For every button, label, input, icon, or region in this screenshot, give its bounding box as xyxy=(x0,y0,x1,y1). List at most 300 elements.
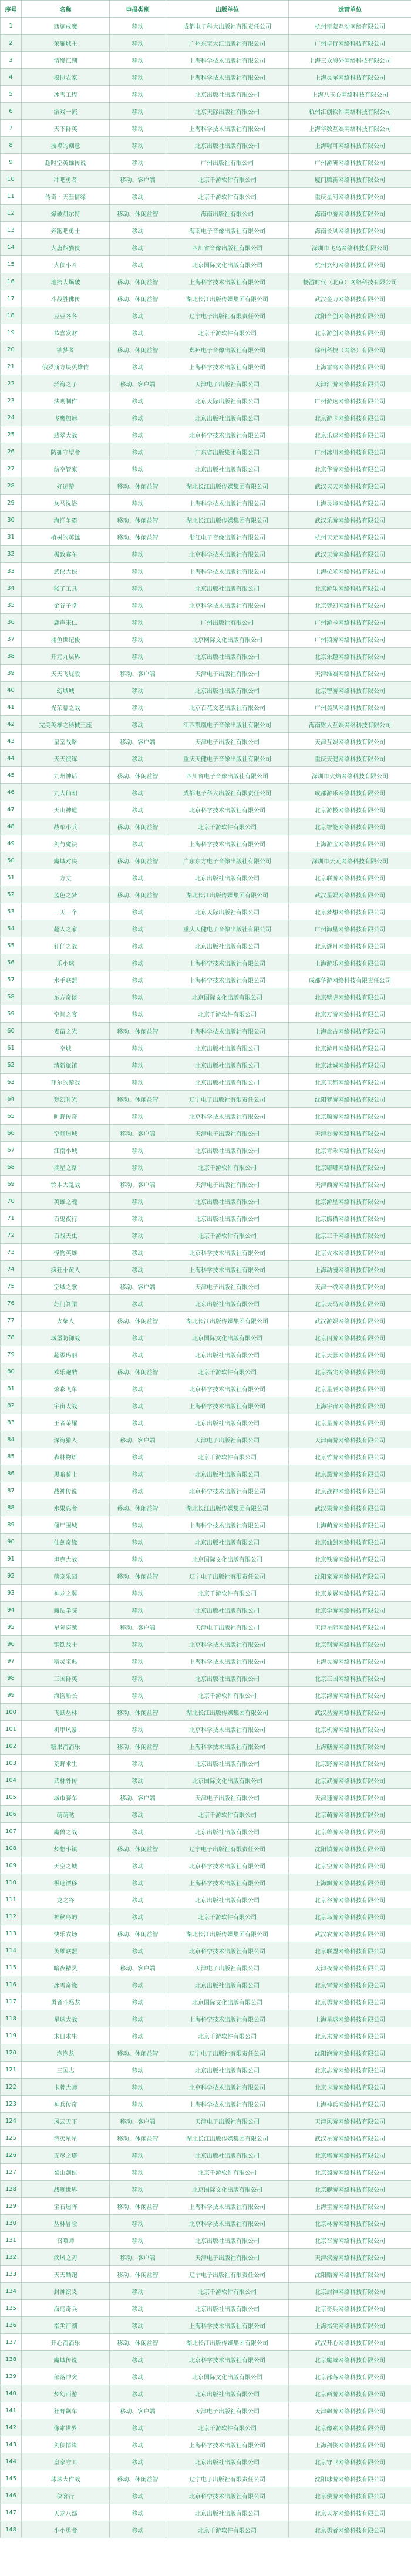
cell-category: 移动、休闲益智 xyxy=(110,2266,166,2283)
table-row xyxy=(1,1874,411,1891)
cell-category: 移动 xyxy=(110,1057,166,1074)
table-row xyxy=(1,1891,411,1908)
cell-name: 战车小兵 xyxy=(22,818,110,835)
cell-publisher: 北京出版社出版有限公司 xyxy=(166,86,289,103)
cell-index: 108 xyxy=(1,1840,22,1857)
table-row xyxy=(1,716,411,733)
cell-index: 24 xyxy=(1,409,22,426)
cell-index: 23 xyxy=(1,392,22,409)
cell-category: 移动 xyxy=(110,2079,166,2096)
table-row xyxy=(1,784,411,801)
cell-operator: 北京空游网络科技有限公司 xyxy=(289,1857,411,1874)
table-row xyxy=(1,2096,411,2113)
cell-operator: 北京龙翼网络科技有限公司 xyxy=(289,1585,411,1602)
cell-index: 43 xyxy=(1,733,22,750)
cell-name: 方丈 xyxy=(22,869,110,886)
cell-publisher: 北京出版社出版有限公司 xyxy=(166,2232,289,2249)
cell-category: 移动 xyxy=(110,443,166,460)
cell-name: 疾风之刃 xyxy=(22,2249,110,2266)
table-row xyxy=(1,2436,411,2453)
cell-operator: 上海拉米网络科技有限公司 xyxy=(289,563,411,580)
cell-name: 森林物语 xyxy=(22,1448,110,1465)
cell-publisher: 北京出版社出版有限公司 xyxy=(166,1057,289,1074)
cell-publisher: 上海科学技术出版社有限公司 xyxy=(166,1516,289,1534)
cell-publisher: 北京出版社出版有限公司 xyxy=(166,2300,289,2317)
cell-operator: 北京火木网络科技有限公司 xyxy=(289,1244,411,1261)
table-row xyxy=(1,2147,411,2164)
cell-index: 47 xyxy=(1,801,22,818)
cell-operator: 天津速游网络科技有限公司 xyxy=(289,1789,411,1806)
cell-category: 移动 xyxy=(110,2368,166,2385)
cell-name: 空间迷城 xyxy=(22,1125,110,1142)
cell-name: 快乐农场 xyxy=(22,1925,110,1942)
table-row xyxy=(1,1976,411,1993)
cell-category: 移动 xyxy=(110,1993,166,2010)
cell-name: 荣耀城主 xyxy=(22,35,110,52)
cell-publisher: 上海科学技术出版社有限公司 xyxy=(166,1397,289,1414)
cell-name: 九州神话 xyxy=(22,767,110,784)
cell-index: 75 xyxy=(1,1278,22,1295)
cell-category: 移动 xyxy=(110,1942,166,1959)
cell-publisher: 上海科学技术出版社有限公司 xyxy=(166,273,289,290)
cell-name: 东方奇谈 xyxy=(22,988,110,1005)
cell-index: 20 xyxy=(1,341,22,358)
cell-operator: 北京星游网络科技有限公司 xyxy=(289,1414,411,1431)
cell-publisher: 北京出版社出版有限公司 xyxy=(166,1210,289,1227)
cell-name: 冰雪工程 xyxy=(22,86,110,103)
cell-name: 金谷子堂 xyxy=(22,597,110,614)
cell-operator: 北京万游网络科技有限公司 xyxy=(289,1005,411,1023)
table-row xyxy=(1,1738,411,1755)
cell-index: 59 xyxy=(1,1005,22,1023)
cell-name: 苏门答腊 xyxy=(22,1295,110,1312)
cell-category: 移动 xyxy=(110,1380,166,1397)
cell-category: 移动 xyxy=(110,1040,166,1057)
cell-name: 超时空英雄传说 xyxy=(22,154,110,171)
cell-operator: 广州海星网络科技有限公司 xyxy=(289,920,411,937)
cell-operator: 北京西游网络科技有限公司 xyxy=(289,2385,411,2402)
cell-publisher: 北京千游软件有限公司 xyxy=(166,1585,289,1602)
cell-publisher: 上海科学技术出版社有限公司 xyxy=(166,358,289,375)
cell-category: 移动、休闲益智 xyxy=(110,512,166,529)
cell-name: 飞跃丛林 xyxy=(22,1704,110,1721)
cell-index: 61 xyxy=(1,1040,22,1057)
cell-name: 皇家守卫 xyxy=(22,2453,110,2470)
cell-category: 移动 xyxy=(110,682,166,699)
table-row xyxy=(1,495,411,512)
cell-index: 118 xyxy=(1,2010,22,2027)
table-row xyxy=(1,392,411,409)
cell-operator: 北京战神网络科技有限公司 xyxy=(289,1482,411,1499)
cell-index: 57 xyxy=(1,971,22,988)
cell-name: 江南小城 xyxy=(22,1142,110,1159)
cell-operator: 上海灵游网络科技有限公司 xyxy=(289,1653,411,1670)
cell-operator: 北京游月网络科技有限公司 xyxy=(289,1040,411,1057)
cell-index: 100 xyxy=(1,1704,22,1721)
col-header-name: 名称 xyxy=(22,1,110,18)
table-row xyxy=(1,2079,411,2096)
table-row xyxy=(1,648,411,665)
cell-index: 145 xyxy=(1,2470,22,2487)
table-row xyxy=(1,1942,411,1959)
table-row xyxy=(1,1329,411,1346)
cell-operator: 上海指尖网络科技有限公司 xyxy=(289,2317,411,2334)
table-row xyxy=(1,290,411,307)
table-row xyxy=(1,188,411,205)
cell-publisher: 北京科学技术出版社有限公司 xyxy=(166,2487,289,2504)
cell-operator: 武汉乐游网络科技有限公司 xyxy=(289,512,411,529)
cell-operator: 上海八玉心网络科技有限公司 xyxy=(289,86,411,103)
cell-index: 115 xyxy=(1,1959,22,1976)
table-row xyxy=(1,1670,411,1687)
cell-publisher: 北京出版社出版有限公司 xyxy=(166,1295,289,1312)
cell-operator: 北京联盟网络科技有限公司 xyxy=(289,1942,411,1959)
cell-index: 73 xyxy=(1,1244,22,1261)
table-row xyxy=(1,597,411,614)
cell-category: 移动 xyxy=(110,358,166,375)
cell-index: 93 xyxy=(1,1585,22,1602)
cell-category: 移动 xyxy=(110,903,166,920)
cell-name: 皇室战略 xyxy=(22,733,110,750)
cell-index: 141 xyxy=(1,2402,22,2419)
table-row xyxy=(1,1023,411,1040)
cell-operator: 北京魔域网络科技有限公司 xyxy=(289,2351,411,2368)
cell-category: 移动 xyxy=(110,614,166,631)
cell-name: 防御守望者 xyxy=(22,443,110,460)
cell-operator: 上海宝游网络科技有限公司 xyxy=(289,2198,411,2215)
cell-category: 移动、休闲益智 xyxy=(110,1091,166,1108)
cell-publisher: 北京国际文化出版有限公司 xyxy=(166,2368,289,2385)
cell-publisher: 北京出版社出版有限公司 xyxy=(166,460,289,477)
cell-category: 移动、休闲益智 xyxy=(110,2470,166,2487)
table-row xyxy=(1,988,411,1005)
cell-category: 移动、休闲益智 xyxy=(110,273,166,290)
cell-publisher: 北京天际出版社有限公司 xyxy=(166,392,289,409)
cell-publisher: 辽宁电子出版社有限责任公司 xyxy=(166,307,289,324)
cell-operator: 杭州玄幻网络科技有限公司 xyxy=(289,256,411,273)
cell-operator: 北京天都网络科技有限公司 xyxy=(289,1074,411,1091)
cell-name: 捕鱼世纪俊 xyxy=(22,631,110,648)
cell-category: 移动 xyxy=(110,1193,166,1210)
cell-category: 移动 xyxy=(110,954,166,971)
cell-publisher: 浙江电子音像出版社有限公司 xyxy=(166,529,289,546)
cell-operator: 北京侠游网络科技有限公司 xyxy=(289,2487,411,2504)
cell-name: 航空管家 xyxy=(22,460,110,477)
table-row xyxy=(1,1602,411,1619)
cell-index: 99 xyxy=(1,1687,22,1704)
table-row xyxy=(1,1397,411,1414)
cell-publisher: 四川省音像出版社有限公司 xyxy=(166,239,289,256)
table-row xyxy=(1,171,411,188)
table-row xyxy=(1,1619,411,1636)
table-row xyxy=(1,563,411,580)
cell-index: 86 xyxy=(1,1465,22,1482)
cell-publisher: 上海科学技术出版社有限公司 xyxy=(166,1738,289,1755)
cell-name: 大唐熊猫侠 xyxy=(22,239,110,256)
cell-operator: 北京游乐网络科技有限公司 xyxy=(289,580,411,597)
table-row xyxy=(1,2232,411,2249)
table-row xyxy=(1,2113,411,2130)
cell-operator: 北京星辰网络科技有限公司 xyxy=(289,1380,411,1397)
table-row xyxy=(1,1653,411,1670)
cell-publisher: 北京千游软件有限公司 xyxy=(166,324,289,341)
table-row xyxy=(1,903,411,920)
cell-operator: 北京钢游网络科技有限公司 xyxy=(289,1636,411,1653)
cell-index: 89 xyxy=(1,1516,22,1534)
cell-operator: 天津汇游网络科技有限公司 xyxy=(289,375,411,392)
cell-name: 百战天虫 xyxy=(22,1227,110,1244)
cell-publisher: 北京科学技术出版社有限公司 xyxy=(166,2215,289,2232)
cell-category: 移动 xyxy=(110,2164,166,2181)
table-row xyxy=(1,1091,411,1108)
cell-operator: 天津一线网络科技有限公司 xyxy=(289,1278,411,1295)
cell-index: 46 xyxy=(1,784,22,801)
cell-category: 移动、休闲益智 xyxy=(110,1568,166,1585)
cell-name: 情缘江湖 xyxy=(22,52,110,69)
cell-index: 119 xyxy=(1,2027,22,2044)
cell-category: 移动 xyxy=(110,920,166,937)
table-row xyxy=(1,529,411,546)
cell-category: 移动 xyxy=(110,1806,166,1823)
cell-operator: 武汉金力网络科技有限公司 xyxy=(289,290,411,307)
cell-name: 爆破凯尔特 xyxy=(22,205,110,222)
cell-operator: 广州游研网络科技有限公司 xyxy=(289,154,411,171)
cell-name: 坦克大战 xyxy=(22,1551,110,1568)
cell-publisher: 北京出版社出版有限公司 xyxy=(166,1823,289,1840)
cell-category: 移动、休闲益智 xyxy=(110,2334,166,2351)
table-row xyxy=(1,307,411,324)
cell-index: 31 xyxy=(1,529,22,546)
table-row xyxy=(1,835,411,852)
cell-category: 移动 xyxy=(110,137,166,154)
cell-index: 17 xyxy=(1,290,22,307)
cell-name: 梦幻时光 xyxy=(22,1091,110,1108)
cell-category: 移动 xyxy=(110,648,166,665)
cell-category: 移动 xyxy=(110,2351,166,2368)
cell-category: 移动 xyxy=(110,1908,166,1925)
cell-category: 移动 xyxy=(110,1636,166,1653)
table-row xyxy=(1,2266,411,2283)
cell-index: 39 xyxy=(1,665,22,682)
cell-name: 部落冲突 xyxy=(22,2368,110,2385)
table-row xyxy=(1,1295,411,1312)
cell-name: 法则制作 xyxy=(22,392,110,409)
cell-category: 移动 xyxy=(110,1159,166,1176)
cell-operator: 天津疾游网络科技有限公司 xyxy=(289,2249,411,2266)
col-header-index: 序号 xyxy=(1,1,22,18)
cell-publisher: 成都电子科大出版社有限责任公司 xyxy=(166,18,289,35)
cell-operator: 北京智游网络科技有限公司 xyxy=(289,682,411,699)
cell-name: 天天演练 xyxy=(22,750,110,767)
table-row xyxy=(1,18,411,35)
cell-index: 53 xyxy=(1,903,22,920)
table-row xyxy=(1,1074,411,1091)
cell-index: 11 xyxy=(1,188,22,205)
cell-category: 移动 xyxy=(110,1448,166,1465)
table-row xyxy=(1,1806,411,1823)
cell-index: 26 xyxy=(1,443,22,460)
cell-publisher: 北京科学技术出版社有限公司 xyxy=(166,546,289,563)
cell-name: 暗夜精灵 xyxy=(22,1959,110,1976)
table-row xyxy=(1,1040,411,1057)
cell-operator: 北京召游网络科技有限公司 xyxy=(289,2232,411,2249)
cell-category: 移动、客户端 xyxy=(110,665,166,682)
cell-index: 147 xyxy=(1,2504,22,2521)
cell-publisher: 海南出版社有限公司 xyxy=(166,205,289,222)
cell-category: 移动 xyxy=(110,52,166,69)
cell-name: 三国志 xyxy=(22,2062,110,2079)
table-row xyxy=(1,2419,411,2436)
cell-operator: 北京天马网络科技有限公司 xyxy=(289,1295,411,1312)
cell-index: 80 xyxy=(1,1363,22,1380)
cell-publisher: 北京科学技术出版社有限公司 xyxy=(166,2079,289,2096)
cell-category: 移动 xyxy=(110,716,166,733)
cell-publisher: 北京千游软件有限公司 xyxy=(166,2521,289,2538)
cell-index: 120 xyxy=(1,2044,22,2062)
cell-operator: 北京萌游网络科技有限公司 xyxy=(289,1806,411,1823)
cell-index: 45 xyxy=(1,767,22,784)
cell-category: 移动 xyxy=(110,2010,166,2027)
cell-category: 移动、客户端 xyxy=(110,1176,166,1193)
cell-operator: 北京游创网络科技有限公司 xyxy=(289,324,411,341)
cell-category: 移动、客户端 xyxy=(110,1619,166,1636)
cell-index: 111 xyxy=(1,1891,22,1908)
cell-publisher: 辽宁电子出版社有限责任公司 xyxy=(166,2470,289,2487)
cell-publisher: 北京科学技术出版社有限公司 xyxy=(166,801,289,818)
cell-publisher: 辽宁电子出版社有限责任公司 xyxy=(166,1091,289,1108)
cell-index: 81 xyxy=(1,1380,22,1397)
cell-category: 移动、休闲益智 xyxy=(110,529,166,546)
cell-category: 移动 xyxy=(110,2147,166,2164)
cell-index: 54 xyxy=(1,920,22,937)
cell-index: 113 xyxy=(1,1925,22,1942)
cell-index: 56 xyxy=(1,954,22,971)
cell-operator: 北京三国网络科技有限公司 xyxy=(289,1670,411,1687)
cell-operator: 上海剑侠网络科技有限公司 xyxy=(289,2436,411,2453)
cell-index: 91 xyxy=(1,1551,22,1568)
cell-index: 68 xyxy=(1,1159,22,1176)
table-row xyxy=(1,460,411,477)
cell-operator: 北京谷游网络科技有限公司 xyxy=(289,1891,411,1908)
cell-category: 移动 xyxy=(110,1687,166,1704)
table-row xyxy=(1,443,411,460)
cell-name: 清新旅馆 xyxy=(22,1057,110,1074)
cell-index: 66 xyxy=(1,1125,22,1142)
cell-index: 12 xyxy=(1,205,22,222)
table-row xyxy=(1,2130,411,2147)
cell-name: 小小勇者 xyxy=(22,2521,110,2538)
cell-operator: 天津谷游网络科技有限公司 xyxy=(289,1125,411,1142)
cell-index: 88 xyxy=(1,1499,22,1516)
cell-operator: 上海三众海外网络科技有限公司 xyxy=(289,52,411,69)
cell-publisher: 北京出版社出版有限公司 xyxy=(166,1755,289,1772)
cell-publisher: 北京出版社出版有限公司 xyxy=(166,1414,289,1431)
table-row xyxy=(1,2368,411,2385)
cell-category: 移动 xyxy=(110,188,166,205)
cell-index: 13 xyxy=(1,222,22,239)
cell-index: 134 xyxy=(1,2283,22,2300)
table-row xyxy=(1,1431,411,1448)
cell-category: 移动 xyxy=(110,460,166,477)
cell-name: 灰马洗浴 xyxy=(22,495,110,512)
cell-operator: 天津星际网络科技有限公司 xyxy=(289,1619,411,1636)
cell-index: 110 xyxy=(1,1874,22,1891)
cell-operator: 广州游卡网络科技有限公司 xyxy=(289,614,411,631)
cell-name: 空城之歌 xyxy=(22,1278,110,1295)
cell-index: 8 xyxy=(1,137,22,154)
cell-index: 128 xyxy=(1,2181,22,2198)
cell-name: 飞鹰加速 xyxy=(22,409,110,426)
cell-index: 103 xyxy=(1,1755,22,1772)
cell-publisher: 辽宁电子出版社有限责任公司 xyxy=(166,1840,289,1857)
cell-name: 封神演义 xyxy=(22,2283,110,2300)
cell-category: 移动 xyxy=(110,784,166,801)
cell-category: 移动 xyxy=(110,1516,166,1534)
cell-operator: 武汉农游网络科技有限公司 xyxy=(289,1925,411,1942)
cell-index: 135 xyxy=(1,2300,22,2317)
cell-operator: 北京志游网络科技有限公司 xyxy=(289,2062,411,2079)
cell-name: 游戏一流 xyxy=(22,103,110,120)
cell-category: 移动、休闲益智 xyxy=(110,767,166,784)
cell-name: 深海猎人 xyxy=(22,1431,110,1448)
cell-operator: 上海盘古网络科技有限公司 xyxy=(289,1023,411,1040)
cell-publisher: 北京千游软件有限公司 xyxy=(166,1363,289,1380)
cell-publisher: 北京出版社出版有限公司 xyxy=(166,1534,289,1551)
cell-operator: 上海灵犀网络科技有限公司 xyxy=(289,69,411,86)
cell-name: 机甲风暴 xyxy=(22,1721,110,1738)
cell-name: 火柴人 xyxy=(22,1312,110,1329)
cell-publisher: 江西凯凰电子音像出版社有限公司 xyxy=(166,716,289,733)
table-row xyxy=(1,2300,411,2317)
cell-category: 移动、客户端 xyxy=(110,2113,166,2130)
cell-operator: 北京梦想网络科技有限公司 xyxy=(289,903,411,920)
table-row xyxy=(1,2249,411,2266)
cell-publisher: 北京千游软件有限公司 xyxy=(166,1448,289,1465)
cell-publisher: 北京出版社出版有限公司 xyxy=(166,1670,289,1687)
cell-category: 移动、休闲益智 xyxy=(110,2198,166,2215)
cell-index: 83 xyxy=(1,1414,22,1431)
cell-index: 14 xyxy=(1,239,22,256)
cell-index: 140 xyxy=(1,2385,22,2402)
table-row xyxy=(1,1057,411,1074)
cell-name: 战神传说 xyxy=(22,1482,110,1499)
cell-category: 移动 xyxy=(110,426,166,443)
cell-name: 天下群英 xyxy=(22,120,110,137)
table-row xyxy=(1,205,411,222)
cell-index: 121 xyxy=(1,2062,22,2079)
cell-name: 勇者斗恶龙 xyxy=(22,1993,110,2010)
cell-name: 冲吧勇者 xyxy=(22,171,110,188)
table-row xyxy=(1,1414,411,1431)
cell-publisher: 北京科学技术出版社有限公司 xyxy=(166,426,289,443)
cell-category: 移动、休闲益智 xyxy=(110,1704,166,1721)
cell-index: 44 xyxy=(1,750,22,767)
cell-publisher: 天津电子出版社有限公司 xyxy=(166,1278,289,1295)
cell-publisher: 北京千游软件有限公司 xyxy=(166,1806,289,1823)
cell-publisher: 天津电子出版社有限公司 xyxy=(166,1619,289,1636)
cell-name: 武林外传 xyxy=(22,1772,110,1789)
cell-name: 欢乐跑酷 xyxy=(22,1363,110,1380)
cell-category: 移动 xyxy=(110,392,166,409)
cell-publisher: 湖北长江出版传媒集团有限公司 xyxy=(166,2334,289,2351)
cell-publisher: 天津电子出版社有限公司 xyxy=(166,2249,289,2266)
cell-name: 僵尸围城 xyxy=(22,1516,110,1534)
cell-category: 移动 xyxy=(110,699,166,716)
cell-category: 移动 xyxy=(110,409,166,426)
cell-name: 像素世界 xyxy=(22,2419,110,2436)
cell-index: 58 xyxy=(1,988,22,1005)
table-row xyxy=(1,120,411,137)
